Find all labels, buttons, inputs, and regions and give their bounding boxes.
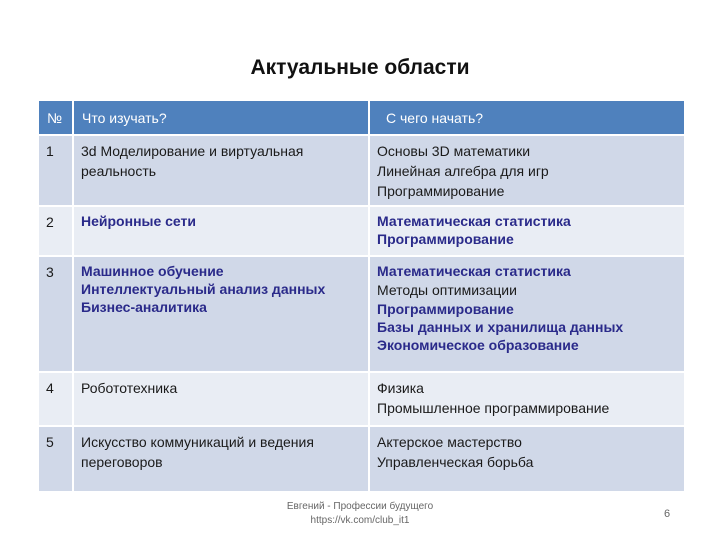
header-start: С чего начать? — [369, 100, 685, 135]
item-text: Линейная алгебра для игр — [377, 163, 549, 179]
table-row — [38, 135, 685, 206]
table-row — [38, 256, 685, 372]
cell-what — [73, 256, 369, 372]
row-number: 3 — [38, 256, 73, 372]
cell-start — [369, 256, 685, 372]
item-text: Физика — [377, 380, 424, 396]
footer — [260, 500, 460, 528]
slide-title: Актуальные области — [250, 56, 470, 79]
cell-start — [369, 372, 685, 426]
item-text: Промышленное программирование — [377, 400, 610, 416]
table-header — [38, 100, 685, 135]
table-row — [38, 426, 685, 492]
item-text: 3d Моделирование и виртуальная реальность — [81, 143, 304, 179]
highlighted-item: Базы данных и хранилища данных — [377, 319, 624, 335]
highlighted-item: Математическая статистика — [377, 213, 571, 229]
highlighted-item: Математическая статистика — [377, 263, 571, 279]
cell-what — [73, 372, 369, 426]
cell-what — [73, 206, 369, 256]
cell-start — [369, 135, 685, 206]
row-number: 5 — [38, 426, 73, 492]
header-number: № — [38, 100, 73, 135]
table-body — [38, 135, 685, 492]
cell-start — [369, 426, 685, 492]
item-text: Актерское мастерство — [377, 434, 522, 450]
areas-table — [37, 99, 686, 493]
item-text: Методы оптимизации — [377, 282, 517, 298]
item-text: Программирование — [377, 183, 505, 199]
row-number: 2 — [38, 206, 73, 256]
footer-link: https://vk.com/club_it1 — [310, 515, 410, 526]
cell-what — [73, 426, 369, 492]
item-text: Искусство коммуникаций и ведения переговоров — [81, 434, 314, 470]
row-number: 4 — [38, 372, 73, 426]
item-text: Управленческая борьба — [377, 454, 534, 470]
highlighted-item: Программирование — [377, 301, 514, 317]
table-row — [38, 206, 685, 256]
cell-what — [73, 135, 369, 206]
highlighted-item: Интеллектуальный анализ данных — [81, 281, 326, 297]
header-what: Что изучать? — [73, 100, 369, 135]
highlighted-item: Нейронные сети — [81, 213, 197, 229]
table-row — [38, 372, 685, 426]
item-text: Основы 3D математики — [377, 143, 531, 159]
page-number: 6 — [664, 508, 671, 520]
item-text: Робототехника — [81, 380, 178, 396]
cell-start — [369, 206, 685, 256]
row-number: 1 — [38, 135, 73, 206]
highlighted-item: Бизнес-аналитика — [81, 299, 207, 315]
highlighted-item: Программирование — [377, 231, 514, 247]
highlighted-item: Машинное обучение — [81, 263, 224, 279]
footer-author: Евгений - Профессии будущего — [286, 501, 434, 512]
highlighted-item: Экономическое образование — [377, 337, 579, 353]
